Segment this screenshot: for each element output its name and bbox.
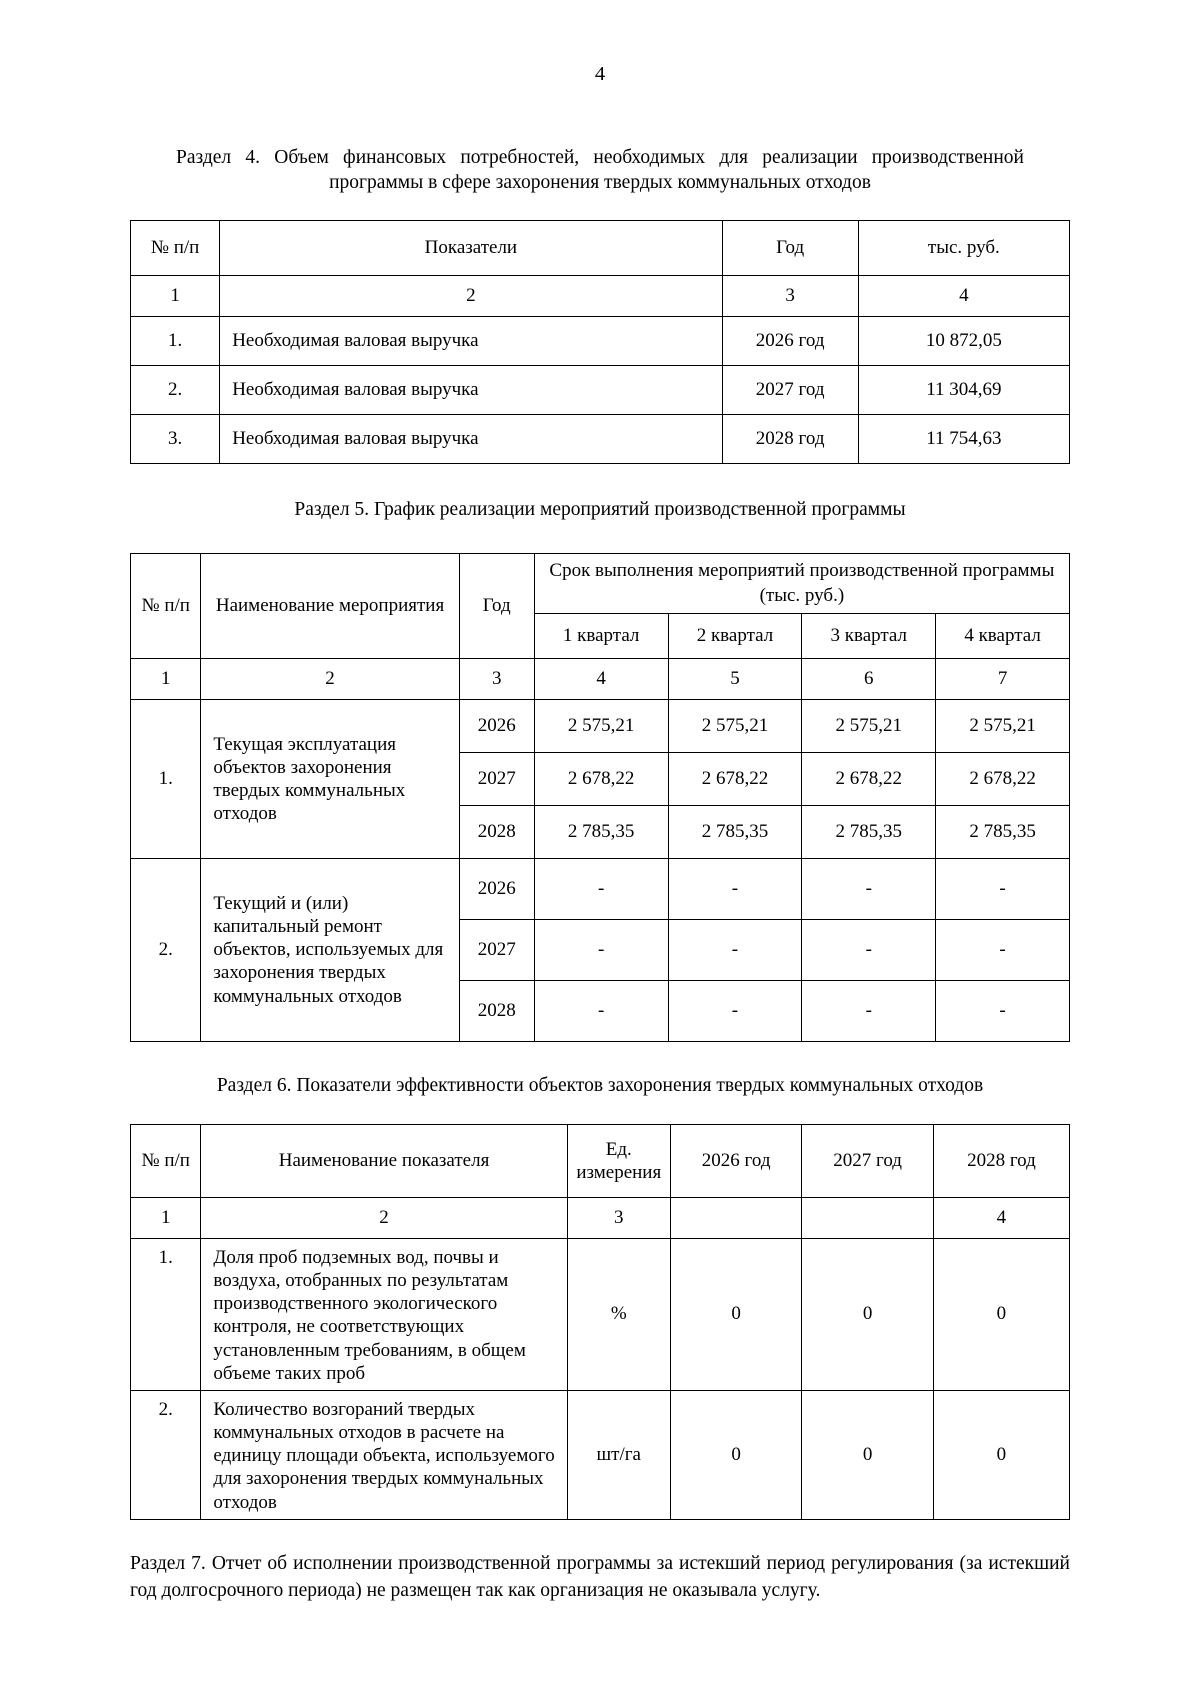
row-value-2028: 0 (933, 1390, 1069, 1519)
column-header-q3: 3 квартал (802, 613, 936, 658)
number-cell: 3 (459, 658, 534, 699)
q3-value: 2 785,35 (802, 805, 936, 858)
column-header-2026: 2026 год (670, 1124, 801, 1197)
row-year: 2028 (459, 980, 534, 1041)
row-num: 2. (131, 366, 220, 415)
number-cell (670, 1197, 801, 1238)
column-header-year: Год (722, 221, 858, 276)
column-header-indicator-name: Наименование показателя (201, 1124, 567, 1197)
row-indicator: Необходимая валовая выручка (220, 317, 722, 366)
section-5-heading: Раздел 5. График реализации мероприятий производственной программы (294, 499, 906, 521)
unit-line-2: измерения (576, 1161, 662, 1183)
number-cell: 4 (534, 658, 668, 699)
row-value-2027: 0 (802, 1238, 933, 1390)
q3-value: - (802, 919, 936, 980)
q2-value: 2 575,21 (668, 699, 802, 752)
q4-value: - (936, 980, 1070, 1041)
column-header-q1: 1 квартал (534, 613, 668, 658)
table-row (131, 415, 1070, 464)
number-cell: 4 (933, 1197, 1069, 1238)
row-year: 2026 (459, 699, 534, 752)
number-cell: 6 (802, 658, 936, 699)
q1-value: 2 785,35 (534, 805, 668, 858)
section-4-heading: Раздел 4. Объем финансовых потребностей, необходимых для реализации производственной программы в сфере захоронения твердых коммунальных отходов (176, 146, 1024, 194)
q1-value: 2 678,22 (534, 752, 668, 805)
section-6-heading: Раздел 6. Показатели эффективности объектов захоронения твердых коммунальных отходов (216, 1074, 984, 1096)
section-7-paragraph: Раздел 7. Отчет об исполнении производственной программы за истекший период регулирования (за истекший год долгосрочного периода) не размещен так как организация не оказывала услугу. (130, 1552, 1070, 1602)
section-6-table-wrapper (130, 1124, 1070, 1520)
section-5-table (130, 553, 1070, 1042)
number-cell: 3 (722, 276, 858, 317)
column-header-amount: тыс. руб. (858, 221, 1069, 276)
number-cell: 1 (131, 1197, 201, 1238)
table-header-row (131, 221, 1070, 276)
section-4-table (130, 220, 1070, 464)
column-header-num: № п/п (131, 221, 220, 276)
table-header-row (131, 554, 1070, 614)
q3-value: 2 575,21 (802, 699, 936, 752)
row-year: 2027 (459, 919, 534, 980)
row-indicator: Необходимая валовая выручка (220, 415, 722, 464)
column-header-year: Год (459, 554, 534, 659)
q4-value: 2 678,22 (936, 752, 1070, 805)
row-value-2026: 0 (670, 1238, 801, 1390)
row-unit: % (567, 1238, 670, 1390)
row-num: 1. (131, 317, 220, 366)
q1-value: - (534, 858, 668, 919)
q4-value: 2 785,35 (936, 805, 1070, 858)
row-year: 2027 (459, 752, 534, 805)
number-cell: 1 (131, 658, 201, 699)
row-value-2028: 0 (933, 1238, 1069, 1390)
q1-value: - (534, 980, 668, 1041)
column-header-2028: 2028 год (933, 1124, 1069, 1197)
number-cell: 4 (858, 276, 1069, 317)
row-num: 1. (131, 1238, 201, 1390)
q1-value: - (534, 919, 668, 980)
q3-value: 2 678,22 (802, 752, 936, 805)
row-year: 2027 год (722, 366, 858, 415)
table-header-row (131, 1124, 1070, 1197)
number-cell: 1 (131, 276, 220, 317)
row-amount: 10 872,05 (858, 317, 1069, 366)
row-indicator-name: Доля проб подземных вод, почвы и воздуха, отобранных по результатам производственного экологического контроля, не соответствующих установленным требованиям, в общем объеме таких проб (201, 1238, 567, 1390)
row-indicator-name: Количество возгораний твердых коммунальных отходов в расчете на единицу площади объекта, используемого для захоронения твердых коммунальных отходов (201, 1390, 567, 1519)
column-header-q2: 2 квартал (668, 613, 802, 658)
row-year: 2028 (459, 805, 534, 858)
group-num: 1. (131, 699, 201, 858)
q4-value: 2 575,21 (936, 699, 1070, 752)
row-amount: 11 754,63 (858, 415, 1069, 464)
table-row (131, 1238, 1070, 1390)
q2-value: 2 678,22 (668, 752, 802, 805)
group-num: 2. (131, 858, 201, 1041)
q2-value: - (668, 858, 802, 919)
column-header-num: № п/п (131, 554, 201, 659)
q2-value: 2 785,35 (668, 805, 802, 858)
row-num: 3. (131, 415, 220, 464)
group-activity-name: Текущая эксплуатация объектов захоронения твердых коммунальных отходов (201, 699, 459, 858)
q3-value: - (802, 980, 936, 1041)
row-amount: 11 304,69 (858, 366, 1069, 415)
group-activity-name: Текущий и (или) капитальный ремонт объектов, используемых для захоронения твердых коммунальных отходов (201, 858, 459, 1041)
number-cell: 5 (668, 658, 802, 699)
row-year: 2028 год (722, 415, 858, 464)
number-cell: 7 (936, 658, 1070, 699)
column-header-unit (567, 1124, 670, 1197)
q4-value: - (936, 919, 1070, 980)
table-row (131, 858, 1070, 919)
number-cell: 3 (567, 1197, 670, 1238)
unit-line-1: Ед. (605, 1138, 632, 1160)
table-row (131, 366, 1070, 415)
number-cell: 2 (220, 276, 722, 317)
q2-value: - (668, 980, 802, 1041)
table-number-row (131, 1197, 1070, 1238)
table-number-row (131, 658, 1070, 699)
row-num: 2. (131, 1390, 201, 1519)
number-cell (802, 1197, 933, 1238)
table-row (131, 699, 1070, 752)
row-year: 2026 (459, 858, 534, 919)
column-header-indicator: Показатели (220, 221, 722, 276)
row-indicator: Необходимая валовая выручка (220, 366, 722, 415)
column-header-num: № п/п (131, 1124, 201, 1197)
column-header-group-deadline: Срок выполнения мероприятий производственной программы (тыс. руб.) (534, 554, 1069, 614)
table-row (131, 317, 1070, 366)
number-cell: 2 (201, 1197, 567, 1238)
column-header-activity-name: Наименование мероприятия (201, 554, 459, 659)
column-header-q4: 4 квартал (936, 613, 1070, 658)
table-row (131, 1390, 1070, 1519)
row-year: 2026 год (722, 317, 858, 366)
row-value-2027: 0 (802, 1390, 933, 1519)
q3-value: - (802, 858, 936, 919)
section-6-table (130, 1124, 1070, 1520)
row-unit: шт/га (567, 1390, 670, 1519)
row-value-2026: 0 (670, 1390, 801, 1519)
section-5-table-wrapper (130, 553, 1070, 1042)
q1-value: 2 575,21 (534, 699, 668, 752)
column-header-2027: 2027 год (802, 1124, 933, 1197)
number-cell: 2 (201, 658, 459, 699)
table-number-row (131, 276, 1070, 317)
page-number: 4 (594, 63, 606, 85)
section-4-table-wrapper (130, 220, 1070, 464)
q4-value: - (936, 858, 1070, 919)
q2-value: - (668, 919, 802, 980)
